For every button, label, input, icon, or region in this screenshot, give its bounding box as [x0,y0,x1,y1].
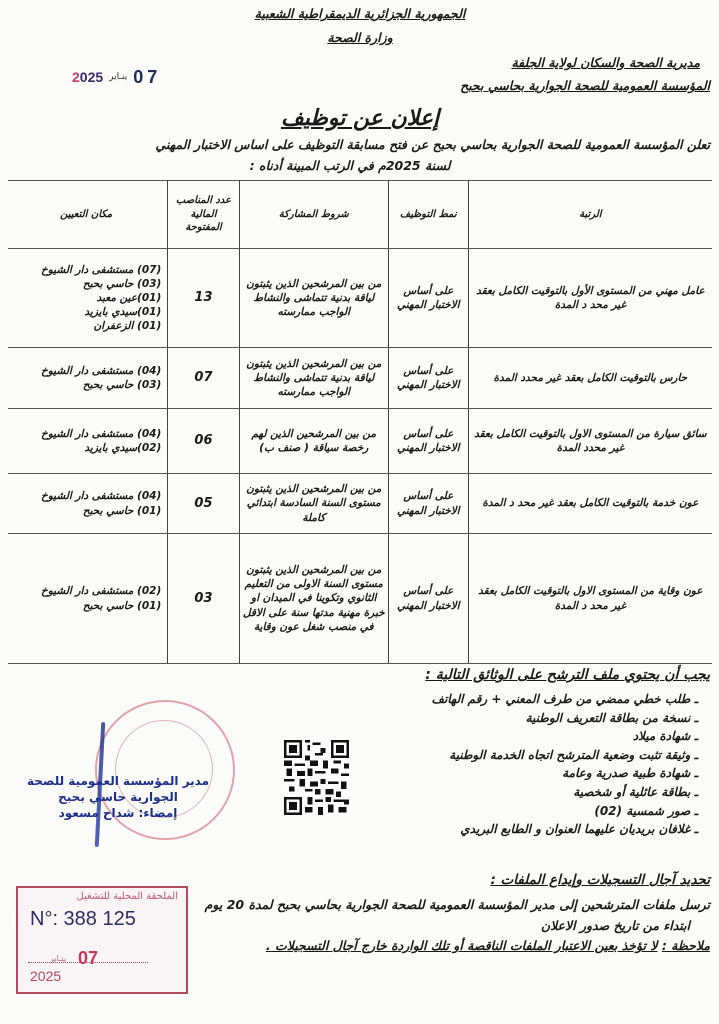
place-line: (01) حاسي بحبح [82,504,162,517]
document-item: ـ شهادة طبية صدرية وعامة [562,766,698,781]
cell-place [8,348,168,409]
table-row [8,534,712,664]
documents-title: يجب أن يحتوي ملف الترشح على الوثائق التالية : [425,667,710,683]
document-item: ـ وثيقة تثبت وضعية المترشح اتجاه الخدمة الوطنية [449,747,698,762]
institution-header: المؤسسة العمومية للصحة الجوارية بحاسي بحبح [460,78,710,93]
place-line: (04) مستشفى دار الشيوخ [40,364,162,377]
cell-conditions: من بين المرشحين الذين لهم رخصة سياقة ( صنف ب) [239,409,388,474]
header-positions: عدد المناصب المالية المفتوحة [168,181,239,249]
cell-conditions: من بين المرشحين الذين يثبتون لياقة بدنية تتماشى والنشاط الواجب ممارسته [239,249,388,348]
cell-mode: على أساس الاختبار المهني [388,348,468,409]
cell-conditions: من بين المرشحين الذين يثبتون مستوى السنة السادسة ابتدائي كاملة [239,474,388,534]
table-header-row [8,181,712,249]
qr-code [284,740,349,815]
table-row [8,249,712,348]
place-line: (02) مستشفى دار الشيوخ [40,585,162,598]
place-line: (01) حاسي بحبح [82,599,162,612]
place-line: (01) الزعفران [93,320,162,333]
cell-positions: 03 [168,534,239,664]
header-place: مكان التعيين [8,181,168,249]
directorate-header: مديرية الصحة والسكان لولاية الجلفة [511,55,700,70]
document-item: ـ شهادة ميلاد [632,729,698,744]
stamp-day: 07 [78,948,99,968]
header-conditions: شروط المشاركة [239,181,388,249]
director-signature-block [8,773,228,822]
table-row [8,474,712,534]
header-rank: الرتبة [468,181,712,249]
signature-line-1: مدير المؤسسة العمومية للصحة [26,774,210,788]
document-item: ـ بطاقة عائلية أو شخصية [573,784,698,799]
place-line: (07) مستشفى دار الشيوخ [40,263,162,276]
cell-rank: سائق سيارة من المستوى الاول بالتوقيت الكامل بعقد غير محدد المدة [468,409,712,474]
date-stamp [72,64,172,90]
place-line: (01)عين معبد [96,291,162,304]
cell-positions: 07 [168,348,239,409]
cell-mode: على أساس الاختبار المهني [388,249,468,348]
cell-positions: 05 [168,474,239,534]
signature-line-3: إمضاء: شداح مسعود [58,806,178,821]
date-stamp-year: 2025 [72,69,104,85]
registration-stamp [16,886,188,994]
cell-conditions: من بين المرشحين الذين يثبتون لياقة بدنية تتماشى والنشاط الواجب ممارسته [239,348,388,409]
cell-positions: 13 [168,249,239,348]
stamp-year: 2025 [30,968,62,984]
signature-line-2: الجوارية حاسي بحبح [58,790,178,805]
document-item: ـ طلب خطي ممضي من طرف المعني + رقم الهاتف [431,692,698,706]
cell-place [8,474,168,534]
header-mode: نمط التوظيف [388,181,468,249]
positions-table [8,180,712,664]
page-title: إعلان عن توظيف [280,106,440,131]
deadline-title: تحديد آجال التسجيلات وإيداع الملفات : [490,872,710,888]
cell-place [8,534,168,664]
cell-positions: 06 [168,409,239,474]
stamp-month: ينـاير [50,954,67,963]
cell-mode: على أساس الاختبار المهني [388,409,468,474]
deadline-line-2: ابتداء من تاريخ صدور الاعلان [540,918,690,933]
date-stamp-day: 07 [133,66,162,87]
cell-mode: على أساس الاختبار المهني [388,474,468,534]
stamp-number: N°: 388 125 [30,908,136,930]
date-stamp-month: ينـاير [109,72,128,82]
place-line: (03) حاسي بحبح [82,277,162,290]
place-line: (04) مستشفى دار الشيوخ [40,427,162,440]
intro-line-2: لسنة 2025م في الرتب المبينة أدناه : [249,158,451,173]
cell-place [8,409,168,474]
note-text: لا تؤخذ بعين الاعتبار الملفات الناقصة أو تلك الواردة خارج آجال التسجيلات . [265,938,658,953]
table-row [8,409,712,474]
document-item: ـ نسخة من بطاقة التعريف الوطنية [525,710,698,725]
stamp-header: الملحقة المحلية للتشغيل [76,891,178,902]
place-line: (02)سيدي بايزيد [84,442,162,454]
cell-conditions: من بين المرشحين الذين يثبتون مستوى السنة الاولى من التعليم الثانوي وتكوينا في الميدان او خبرة مهنية مدتها سنة على الاقل في منصب شغل عون وقاية [239,534,388,664]
place-line: (01)سيدي بايزيد [84,306,162,319]
cell-rank: عون وقاية من المستوى الاول بالتوقيت الكامل بعقد غير محد د المدة [468,534,712,664]
document-item: ـ صور شمسية (02) [594,803,698,818]
cell-rank: عون خدمة بالتوقيت الكامل بعقد غير محد د المدة [468,474,712,534]
cell-rank: عامل مهني من المستوى الأول بالتوقيت الكامل بعقد غير محد د المدة [468,249,712,348]
table-row [8,348,712,409]
ministry-header: وزارة الصحة [327,30,393,45]
republic-header: الجمهورية الجزائرية الديمقراطية الشعبية [254,6,466,21]
place-line: (04) مستشفى دار الشيوخ [40,490,162,503]
cell-mode: على أساس الاختبار المهني [388,534,468,664]
cell-place [8,249,168,348]
place-line: (03) حاسي بحبح [82,379,162,391]
cell-rank: حارس بالتوقيت الكامل بعقد غير محدد المدة [468,348,712,409]
deadline-line-1: ترسل ملفات المترشحين إلى مدير المؤسسة العمومية للصحة الجوارية بحاسي بحبح لمدة 20 يوم [204,897,710,912]
intro-line-1: تعلن المؤسسة العمومية للصحة الجوارية بحاسي بحبح عن فتح مسابقة التوظيف على اساس الاختبار المهني [155,137,710,152]
note-label: ملاحظة : [661,938,710,953]
document-item: ـ غلافان بريديان عليهما العنوان و الطابع البريدي [460,822,698,837]
note [200,938,710,953]
documents-list [340,690,698,839]
